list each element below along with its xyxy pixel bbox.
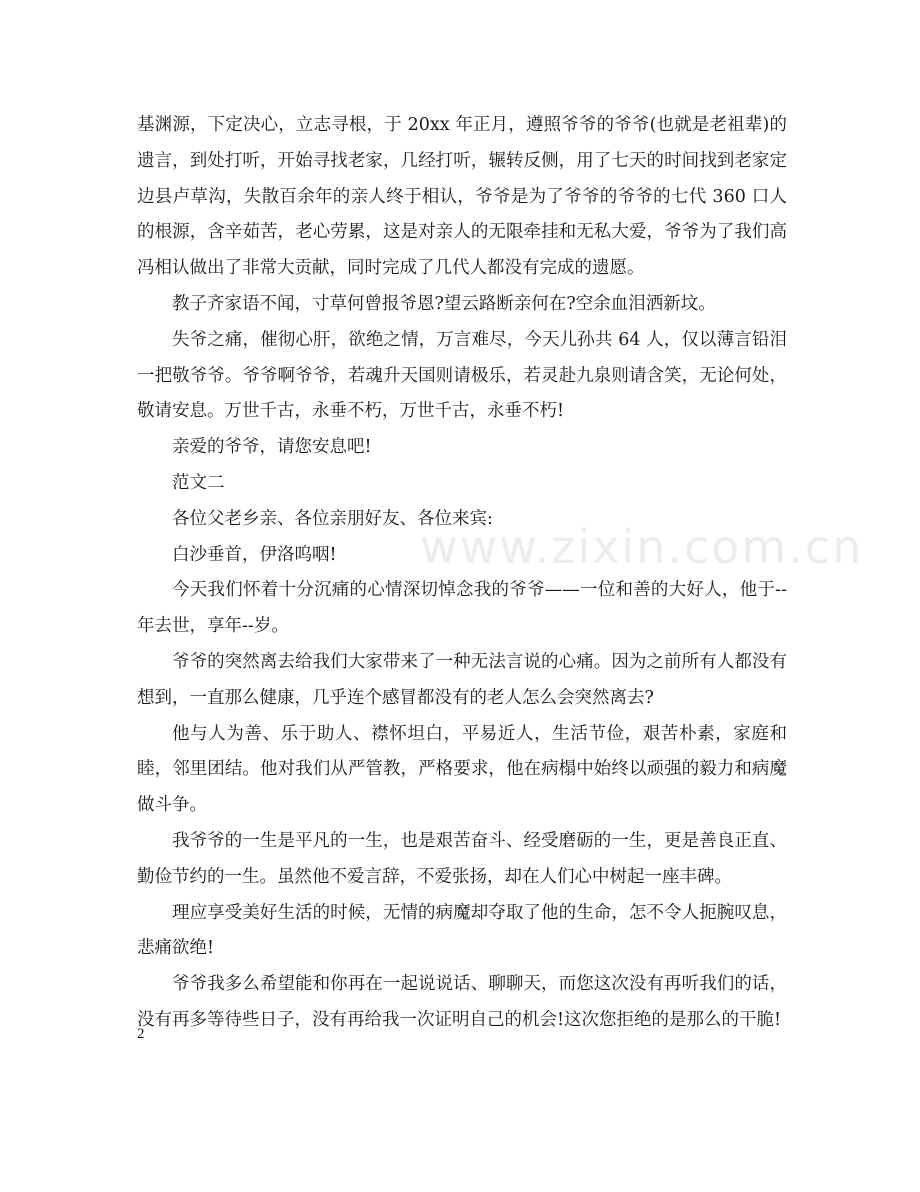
- paragraph: 亲爱的爷爷，请您安息吧!: [172, 437, 372, 458]
- paragraph: 教子齐家语不闻，寸草何曾报爷恩?望云路断亲何在?空余血泪洒新坟。: [172, 293, 716, 314]
- section-heading: 范文二: [172, 472, 225, 493]
- page-number: 2: [137, 1026, 145, 1042]
- paragraph: 理应享受美好生活的时候，无情的病魔却夺取了他的生命，怎不令人扼腕叹息，悲痛欲绝!: [137, 902, 787, 959]
- paragraph: 基渊源，下定决心，立志寻根，于 20xx 年正月，遵照爷爷的爷爷(也就是老祖辈)的遗言，到处打听，开始寻找老家，几经打听，辗转反侧，用了七天的时间找到老家定边县卢草沟，失散百余年的亲人终于相认，爷爷是为了爷爷的爷爷的七代 360 口人的根源，含辛茹苦，老心劳累，这是对亲人的无限牵挂和无私大爱，爷爷为了我们高冯相认做出了非常大贡献，同时完成了几代人都没有完成的遗愿。: [137, 115, 787, 279]
- paragraph: 白沙垂首，伊洛呜咽!: [172, 544, 337, 565]
- watermark-text: www.zixin.com.cn: [420, 520, 864, 574]
- paragraph: 爷爷我多么希望能和你再在一起说说话、聊聊天，而您这次没有再听我们的话，没有再多等待些日子，没有再给我一次证明自己的机会!这次您拒绝的是那么的干脆!: [137, 974, 787, 1030]
- paragraph: 爷爷的突然离去给我们大家带来了一种无法言说的心痛。因为之前所有人都没有想到，一直那么健康，几乎连个感冒都没有的老人怎么会突然离去?: [137, 651, 787, 708]
- paragraph: 我爷爷的一生是平凡的一生，也是艰苦奋斗、经受磨砺的一生，更是善良正直、勤俭节约的一生。虽然他不爱言辞，不爱张扬，却在人们心中树起一座丰碑。: [137, 830, 787, 887]
- paragraph: 他与人为善、乐于助人、襟怀坦白，平易近人，生活节俭，艰苦朴素，家庭和睦，邻里团结。他对我们从严管教，严格要求，他在病榻中始终以顽强的毅力和病魔做斗争。: [137, 723, 787, 816]
- paragraph: 失爷之痛，催彻心肝，欲绝之情，万言难尽，今天儿孙共 64 人，仅以薄言铅泪一把敬爷爷。爷爷啊爷爷，若魂升天国则请极乐，若灵赴九泉则请含笑，无论何处，敬请安息。万世千古，永垂不朽，万世千古，永垂不朽!: [137, 329, 787, 422]
- paragraph: 今天我们怀着十分沉痛的心情深切悼念我的爷爷——一位和善的大好人，他于--年去世，享年--岁。: [137, 580, 787, 637]
- paragraph: 各位父老乡亲、各位亲朋好友、各位来宾:: [172, 508, 493, 529]
